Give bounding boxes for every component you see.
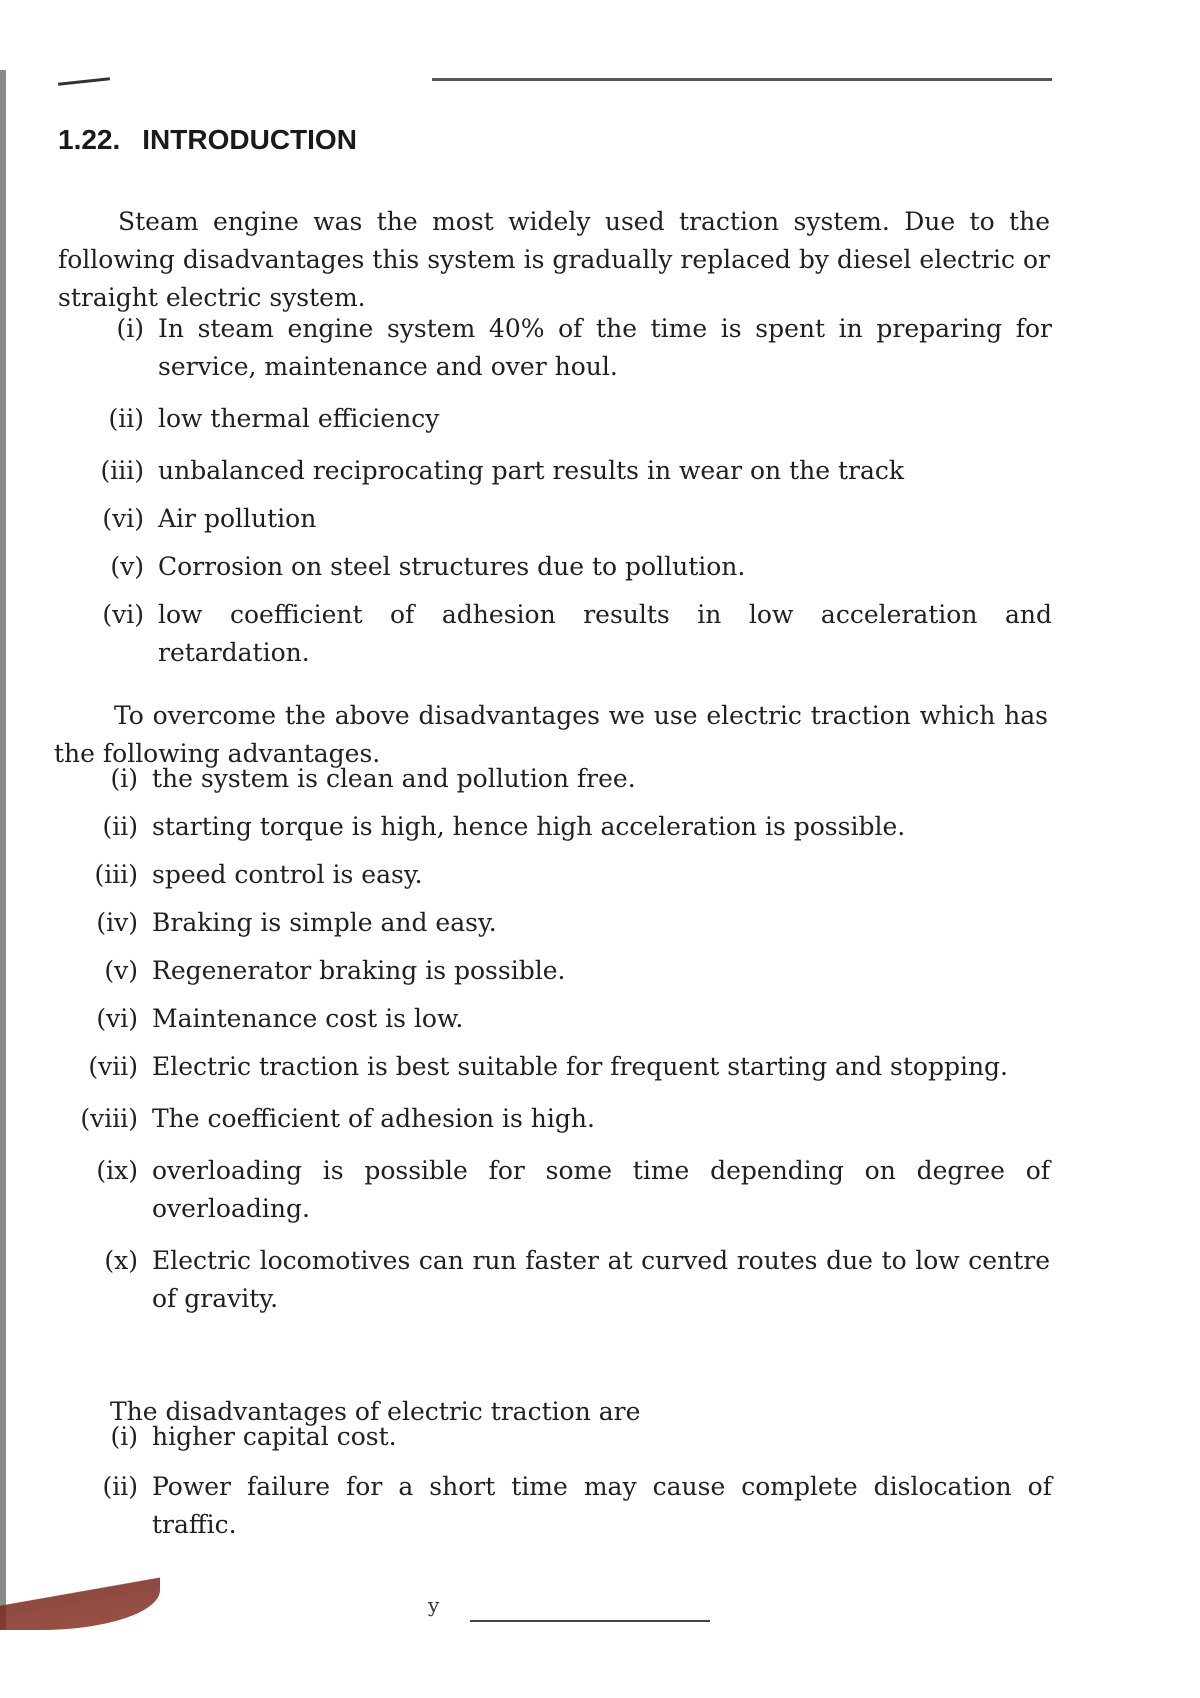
list-item-text: The coefficient of adhesion is high. <box>152 1104 595 1133</box>
advantages-intro-paragraph: To overcome the above disadvantages we use electric traction which has the following advantages. <box>54 701 1048 768</box>
list-item <box>90 1418 1052 1456</box>
list-item-text: Power failure for a short time may cause complete dislocation of traffic. <box>152 1472 1052 1539</box>
list-item-text: higher capital cost. <box>152 1422 397 1451</box>
list-item-label: (ix) <box>96 1156 138 1185</box>
list-item-label: (x) <box>104 1246 138 1275</box>
list-item <box>76 1100 1050 1138</box>
disadvantages-intro-paragraph: The disadvantages of electric traction are <box>110 1397 641 1426</box>
list-item-label: (vi) <box>96 1004 138 1033</box>
list-item-text: starting torque is high, hence high acceleration is possible. <box>152 812 906 841</box>
header-rule <box>432 78 1052 81</box>
list-item <box>76 1242 1050 1318</box>
list-item <box>76 856 1050 894</box>
list-item-text: Maintenance cost is low. <box>152 1004 464 1033</box>
list-item-text: Electric locomotives can run faster at curved routes due to low centre of gravity. <box>152 1246 1050 1313</box>
list-item-label: (vii) <box>88 1052 138 1081</box>
list-item-label: (viii) <box>80 1104 138 1133</box>
list-item-label: (i) <box>110 1422 138 1451</box>
section-number: 1.22. <box>58 124 121 155</box>
list-item-text: Braking is simple and easy. <box>152 908 497 937</box>
list-item <box>90 548 1052 586</box>
list-item <box>90 596 1052 672</box>
steam-disadvantages-list <box>90 310 1052 672</box>
list-item-text: Corrosion on steel structures due to pollution. <box>158 552 746 581</box>
list-item <box>76 1152 1050 1228</box>
list-item-label: (v) <box>110 552 144 581</box>
list-item <box>76 904 1050 942</box>
list-item-text: unbalanced reciprocating part results in wear on the track <box>158 456 905 485</box>
list-item-label: (i) <box>116 314 144 343</box>
list-item-text: the system is clean and pollution free. <box>152 764 636 793</box>
list-item-label: (vi) <box>102 600 144 629</box>
list-item <box>76 760 1050 798</box>
footer-rule <box>470 1620 710 1622</box>
list-item-label: (i) <box>110 764 138 793</box>
list-item-text: low coefficient of adhesion results in low acceleration and retardation. <box>158 600 1052 667</box>
list-item-text: low thermal efficiency <box>158 404 440 433</box>
list-item-label: (iv) <box>96 908 138 937</box>
section-heading <box>58 124 357 156</box>
list-item-label: (ii) <box>102 1472 138 1501</box>
list-item-label: (iii) <box>100 456 144 485</box>
intro-paragraph: Steam engine was the most widely used traction system. Due to the following disadvantages this system is gradually replaced by diesel electric or straight electric system. <box>58 207 1050 312</box>
page-number: y <box>428 1593 440 1617</box>
list-item <box>90 310 1052 386</box>
list-item <box>76 1000 1050 1038</box>
list-item <box>90 1468 1052 1544</box>
list-item-label: (ii) <box>108 404 144 433</box>
list-item <box>76 808 1050 846</box>
list-item <box>90 500 1052 538</box>
list-item-label: (iii) <box>94 860 138 889</box>
top-left-mark <box>58 77 110 85</box>
list-item-text: In steam engine system 40% of the time is spent in preparing for service, maintenance and over houl. <box>158 314 1052 381</box>
list-item-text: Regenerator braking is possible. <box>152 956 566 985</box>
list-item-text: Air pollution <box>158 504 317 533</box>
list-item-label: (v) <box>104 956 138 985</box>
list-item-text: Electric traction is best suitable for frequent starting and stopping. <box>152 1052 1008 1081</box>
page-corner-shadow <box>0 1570 160 1630</box>
list-item-text: overloading is possible for some time depending on degree of overloading. <box>152 1156 1050 1223</box>
list-item <box>90 400 1052 438</box>
list-item-label: (ii) <box>102 812 138 841</box>
section-title: INTRODUCTION <box>142 124 357 155</box>
list-item-text: speed control is easy. <box>152 860 423 889</box>
list-item <box>90 452 1052 490</box>
list-item <box>76 952 1050 990</box>
list-item-label: (vi) <box>102 504 144 533</box>
list-item <box>76 1048 1050 1086</box>
page-binding-edge <box>0 70 6 1630</box>
electric-advantages-list <box>76 760 1050 1318</box>
electric-disadvantages-list <box>90 1418 1052 1544</box>
